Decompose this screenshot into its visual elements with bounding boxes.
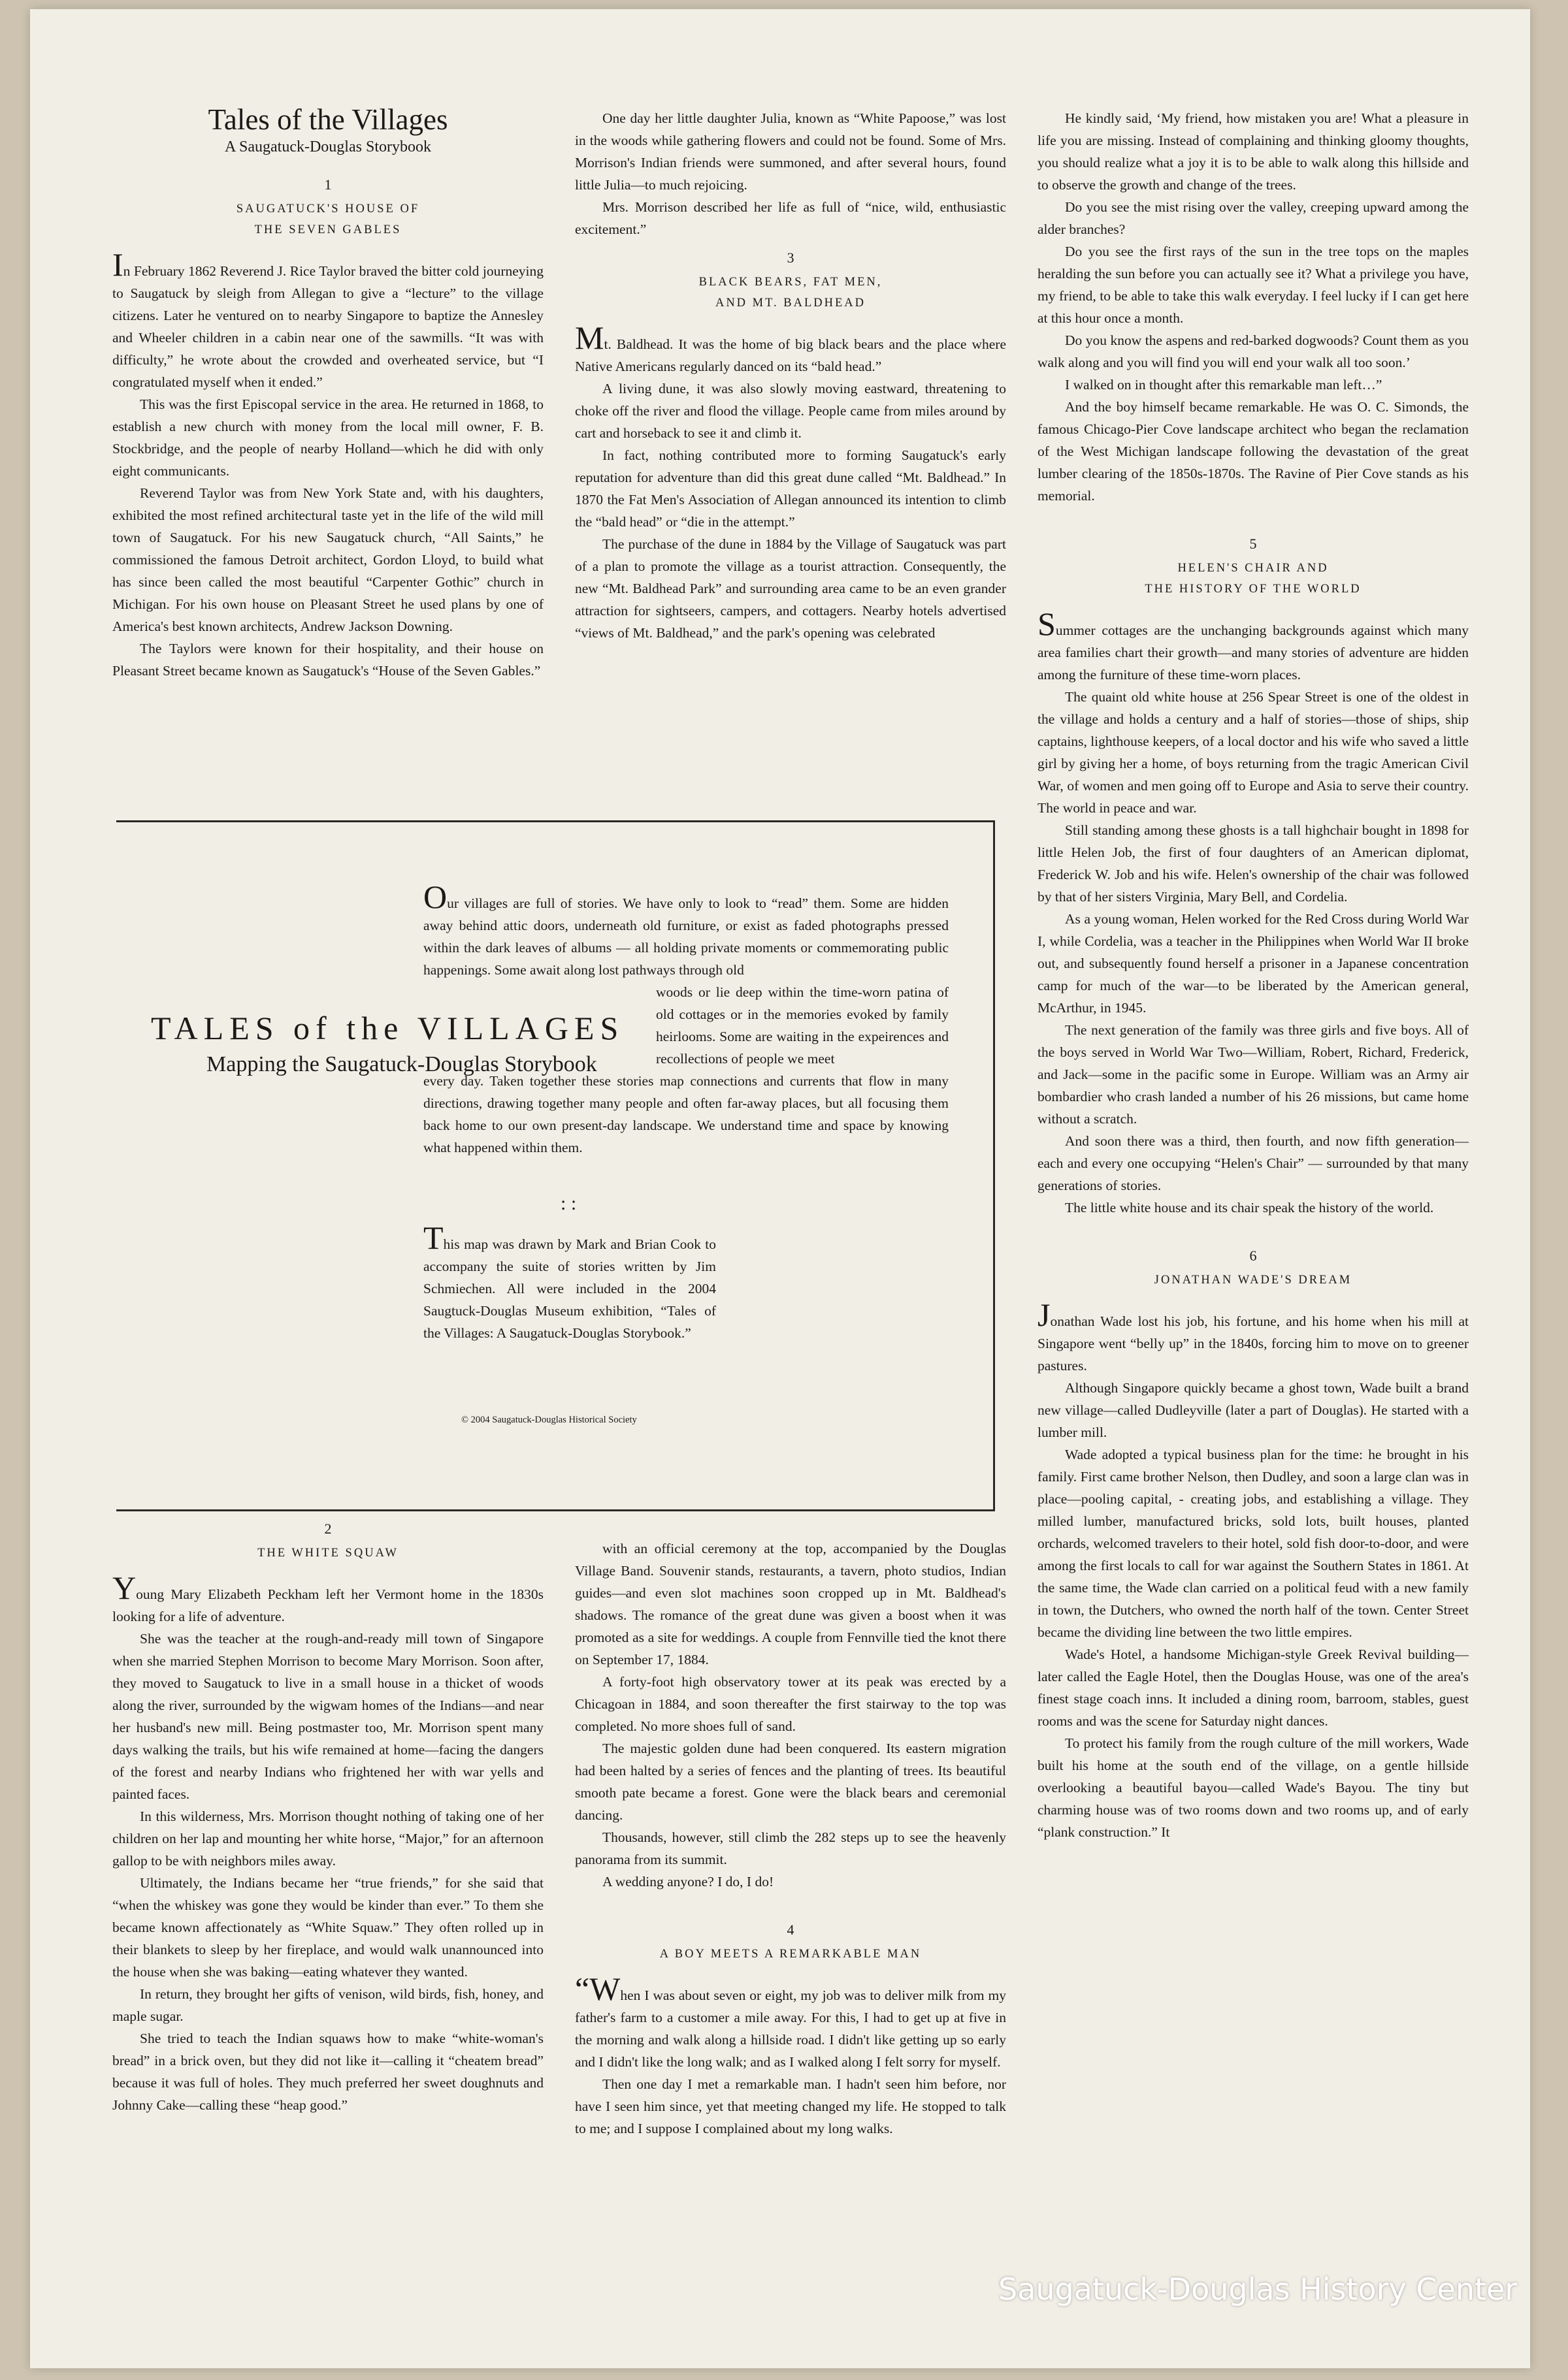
- section-6-number: 6: [1249, 1247, 1257, 1264]
- section-5-paragraph: Summer cottages are the unchanging backgrounds against which many area families chart their growth—and many stories of adventure are hidden among the furniture of these time-worn places.: [1037, 605, 1469, 683]
- drop-cap: T: [423, 1219, 444, 1256]
- section-4-number: 4: [787, 1922, 794, 1938]
- section-4-continued-paragraph: And the boy himself became remarkable. He was O. C. Simonds, the famous Chicago-Pier Cove landscape architect who began the reclamation of the West Michigan landscape following the devastation of the great lumber clearing of the 1850s-1870s. The Ravine of Pier Cove stands as his memorial.: [1037, 399, 1469, 504]
- section-3-continued-paragraph: A wedding anyone? I do, I do!: [602, 1874, 774, 1890]
- section-3-number: 3: [787, 249, 794, 266]
- section-2-paragraph: Ultimately, the Indians became her “true friends,” for she said that “when the whiskey was gone they would be kinder than ever.” To them she became known affectionately as “White Squaw.” They often rolled up in their blankets to sleep by her fireplace, and would walk unannounced into the house when she was baking—eating whatever they wanted.: [112, 1875, 544, 1980]
- section-6-paragraph: Although Singapore quickly became a ghost town, Wade built a brand new village—called Dudleyville (later a part of Douglas). He started with a lumber mill.: [1037, 1380, 1469, 1440]
- section-2-number: 2: [324, 1520, 332, 1537]
- column-right: [1037, 107, 1469, 1843]
- section-5-paragraph: Still standing among these ghosts is a tall highchair bought in 1898 for little Helen Job, the first of four daughters of an American diplomat, Frederick W. Job and his wife. Helen's ownership of the chair was followed by that of her sisters Virginia, Mary Bell, and Cordelia.: [1037, 822, 1469, 905]
- section-4-continued-paragraph: He kindly said, ‘My friend, how mistaken you are! What a pleasure in life you are missing. Instead of complaining and thinking gloomy thoughts, you should realize what a joy it is to be able to walk along this hillside and to observe the growth and change of the trees.: [1037, 110, 1469, 193]
- section-3-title: BLACK BEARS, FAT MEN, AND MT. BALDHEAD: [698, 276, 883, 310]
- section-2-continued-paragraph: Mrs. Morrison described her life as full of “nice, wild, enthusiastic excitement.”: [575, 199, 1006, 237]
- section-1-paragraph: This was the first Episcopal service in the area. He returned in 1868, to establish a new church with money from the local mill owner, F. B. Stockbridge, and the people of nearby Holland—which he did with only eight communicants.: [112, 396, 544, 479]
- section-5-paragraph: And soon there was a third, then fourth, and now fifth generation—each and every one occupying “Helen's Chair” — surrounded by that many generations of stories.: [1037, 1133, 1469, 1193]
- section-6-paragraph: Jonathan Wade lost his job, his fortune, and his home when his mill at Singapore went “belly up” in the 1840s, forcing him to move on to greener pastures.: [1037, 1296, 1469, 1374]
- history-center-watermark: Saugatuck-Douglas History Center: [998, 2272, 1518, 2307]
- section-4-continued-paragraph: Do you see the first rays of the sun in the tree tops on the maples heralding the sun before you can actually see it? What a privilege you have, my friend, to be able to take this walk everyday. I feel lucky if I can get here at this hour once a month.: [1037, 244, 1469, 326]
- section-6-paragraph: Wade's Hotel, a handsome Michigan-style Greek Revival building—later called the Eagle Hotel, then the Douglas House, was one of the area's finest stage coach inns. It included a dining room, barroom, stables, guest rooms and was the scene for Saturday night dances.: [1037, 1647, 1469, 1729]
- separator-dots: : :: [561, 1193, 577, 1214]
- section-5-paragraph: The next generation of the family was three girls and five boys. All of the boys served in World War Two—William, Robert, Richard, Frederick, and Jack—some in the pacific some in Europe. William was an Army air bombardier who crash landed a number of his 26 missions, but came home without a scratch.: [1037, 1022, 1469, 1127]
- section-2-paragraph: She was the teacher at the rough-and-ready mill town of Singapore when she married Stephen Morrison to become Mary Morrison. Soon after, they moved to Saugatuck to live in a small house in a thicket of woods along the river, surrounded by the wigwam homes of the Indians—and near her husband's new mill. Being postmaster too, Mr. Morrison spent many days walking the trails, but his wife remained at home—facing the dangers of the forest and nearby Indians who frightened her with war yells and painted faces.: [112, 1631, 544, 1802]
- section-5-paragraph: As a young woman, Helen worked for the Red Cross during World War I, while Cordelia, was a teacher in the Philippines when World War II broke out, and subsequently found herself a prisoner in a Japanese concentration camp for much of the war—to be liberated by the American general, McArthur, in 1945.: [1037, 911, 1469, 1016]
- section-4-continued-paragraph: Do you see the mist rising over the valley, creeping upward among the alder branches?: [1037, 199, 1469, 237]
- map-credit: This map was drawn by Mark and Brian Cook to accompany the suite of stories written by Jim Schmiechen. All were included in the 2004 Saugtuck-Douglas Museum exhibition, “Tales of the Villages: A Saugatuck-Douglas Storybook.”: [423, 1219, 716, 1341]
- section-3-paragraph: A living dune, it was also slowly moving eastward, threatening to choke off the river and flood the village. People came from miles around by cart and horseback to see it and climb it.: [575, 381, 1006, 441]
- drop-cap: J: [1037, 1296, 1051, 1333]
- section-6-paragraph: Wade adopted a typical business plan for the time: he brought in his family. First came brother Nelson, then Dudley, and soon a large clan was in place—pooling capital, - creating jobs, and establishing a village. They milled lumber, manufactured bricks, sold lots, built houses, planted orchards, welcomed travelers to their hotel, sold fish door-to-door, and were among the first locals to call for war against the Southern States in 1861. At the same time, the Wade clan carried on a political feud with a new family in town, the Dutchers, who owned the north half of the town. Center Street became the dividing line between the two little empires.: [1037, 1447, 1469, 1640]
- intro-narrow: woods or lie deep within the time-worn patina of old cottages or in the memories evoked by family heirlooms. Some are waiting in the expeirences and recollections of people we meet: [656, 984, 949, 1067]
- section-1-number: 1: [324, 176, 332, 193]
- section-2-continued-paragraph: One day her little daughter Julia, known as “White Papoose,” was lost in the woods while gathering flowers and could not be found. Some of Mrs. Morrison's Indian friends were summoned, and after several hours, found little Julia—to much rejoicing.: [575, 110, 1006, 193]
- section-3-paragraph: In fact, nothing contributed more to forming Saugatuck's early reputation for adventure than did this great dune called “Mt. Baldhead.” In 1870 the Fat Men's Association of Allegan announced its intention to climb the “bald head” or “die in the attempt.”: [575, 447, 1006, 530]
- drop-cap: M: [575, 319, 604, 356]
- section-6-paragraph: To protect his family from the rough culture of the mill workers, Wade built his home at the south end of the village, on a gentle hillside overlooking a beautiful bayou—called Wade's Bayou. The tiny but charming house was of two rooms down and two rooms up, and of early “plank construction.” It: [1037, 1735, 1469, 1840]
- drop-cap: I: [112, 246, 123, 283]
- poster-title: Tales of the Villages: [208, 103, 448, 136]
- section-5-number: 5: [1249, 536, 1257, 552]
- section-1-title: SAUGATUCK'S HOUSE OF THE SEVEN GABLES: [236, 202, 420, 236]
- intro-subtitle: Mapping the Saugatuck-Douglas Storybook: [206, 1052, 597, 1076]
- poster-sheet: [30, 9, 1530, 2368]
- section-2-paragraph: In return, they brought her gifts of venison, wild birds, fish, honey, and maple sugar.: [112, 1986, 544, 2024]
- section-1-paragraph: The Taylors were known for their hospitality, and their house on Pleasant Street became known as Saugatuck's “House of the Seven Gables.”: [112, 641, 544, 679]
- drop-cap: O: [423, 878, 448, 915]
- column-left-top: [112, 98, 544, 682]
- section-5-paragraph: The little white house and its chair speak the history of the world.: [1065, 1200, 1434, 1215]
- section-3-continued-paragraph: The majestic golden dune had been conquered. Its eastern migration had been halted by a series of fences and the planting of trees. Its beautiful smooth pate became a forest. Gone were the black bears and ceremonial dancing.: [575, 1741, 1006, 1823]
- copyright-notice: © 2004 Saugatuck-Douglas Historical Society: [461, 1415, 637, 1425]
- section-1-paragraph: Reverend Taylor was from New York State and, with his daughters, exhibited the most refined architectural taste yet in the life of the wild mill town of Saugatuck. For his new Saugatuck church, “All Saints,” he commissioned the famous Detroit architect, Gordon Lloyd, to build what has since been called the most beautiful “Carpenter Gothic” church in Michigan. For his own house on Pleasant Street he used plans by one of America's best known architects, Andrew Jackson Downing.: [112, 485, 544, 634]
- intro-text: [423, 878, 949, 1159]
- section-4-paragraph: Then one day I met a remarkable man. I hadn't seen him before, nor have I seen him since, yet that meeting changed my life. He stopped to talk to me; and I suppose I complained about my long walks.: [575, 2076, 1006, 2136]
- section-5-paragraph: The quaint old white house at 256 Spear Street is one of the oldest in the village and holds a century and a half of stories—those of ships, ship captains, lighthouse keepers, of a local doctor and his wife who saved a little girl by giving her a home, of boys returning from the tragic American Civil War, of women and men going off to Europe and Asia to serve their country. The world in peace and war.: [1037, 689, 1469, 816]
- section-3-continued-paragraph: A forty-foot high observatory tower at its peak was erected by a Chicagoan in 1884, and soon thereafter the first stairway to the top was completed. No more shoes full of sand.: [575, 1674, 1006, 1734]
- section-6-title: JONATHAN WADE'S DREAM: [1154, 1274, 1352, 1287]
- column-middle-bottom: [575, 1537, 1006, 2140]
- section-1-paragraph: In February 1862 Reverend J. Rice Taylor braved the bitter cold journeying to Saugatuck by sleigh from Allegan to give a “lecture” to the village citizens. Later he ventured on to nearby Singapore to baptize the Annesley and Wheeler children in a cabin near one of the sawmills. “It was with difficulty,” he wrote about the crowded and overheated service, but “I congratulated myself when it ended.”: [112, 246, 544, 390]
- poster-subtitle: A Saugatuck-Douglas Storybook: [225, 138, 431, 155]
- section-3-continued-paragraph: with an official ceremony at the top, accompanied by the Douglas Village Band. Souvenir stands, restaurants, a tavern, photo studios, Indian guides—and even slot machines soon cropped up in Mt. Baldhead's shadows. The romance of the great dune was given a boost when it was promoted as a site for weddings. A couple from Fennville tied the knot there on September 17, 1884.: [575, 1541, 1006, 1667]
- section-5-title: HELEN'S CHAIR AND THE HISTORY OF THE WORLD: [1145, 562, 1362, 596]
- section-4-continued-paragraph: Do you know the aspens and red-barked dogwoods? Count them as you walk along and you will find you will end your walk all too soon.’: [1037, 332, 1469, 370]
- section-3-continued-paragraph: Thousands, however, still climb the 282 steps up to see the heavenly panorama from its summit.: [575, 1829, 1006, 1867]
- section-4-title: A BOY MEETS A REMARKABLE MAN: [659, 1948, 922, 1961]
- drop-cap: “W: [575, 1970, 621, 2007]
- drop-cap: S: [1037, 605, 1056, 642]
- column-middle-top: [575, 107, 1006, 644]
- section-4-paragraph: “When I was about seven or eight, my job was to deliver milk from my father's farm to a customer a mile away. For this, I had to get up at five in the morning and walk along a hillside road. I didn't like getting up so early and I didn't like the long walk; and as I walked along I felt sorry for myself.: [575, 1970, 1006, 2070]
- section-2-paragraph: She tried to teach the Indian squaws how to make “white-woman's bread” in a brick oven, but they did not like it—calling it “cheatem bread” because it was full of holes. They much preferred her sweet doughnuts and Johnny Cake—calling these “heap good.”: [112, 2031, 544, 2113]
- section-2-title: THE WHITE SQUAW: [257, 1547, 399, 1560]
- section-4-continued-paragraph: I walked on in thought after this remarkable man left…”: [1065, 377, 1382, 393]
- section-3-paragraph: Mt. Baldhead. It was the home of big black bears and the place where Native Americans regularly danced on its “bald head.”: [575, 319, 1006, 374]
- intro-rest: every day. Taken together these stories map connections and currents that flow in many directions, drawing together many people and often far-away places, but all focusing them back home to our own present-day landscape. We understand time and space by knowing what happened within them.: [423, 1073, 949, 1155]
- column-left-bottom: [112, 1518, 544, 2116]
- drop-cap: Y: [112, 1569, 137, 1606]
- section-3-paragraph: The purchase of the dune in 1884 by the Village of Saugatuck was part of a plan to promote the village as a tourist attraction. Consequently, the new “Mt. Baldhead Park” and surrounding area came to be an even grander attraction for sightseers, campers, and cottagers. Nearby hotels advertised “views of Mt. Baldhead,” and the park's opening was celebrated: [575, 536, 1006, 641]
- section-2-paragraph: Young Mary Elizabeth Peckham left her Vermont home in the 1830s looking for a life of adventure.: [112, 1569, 544, 1624]
- intro-lead: Our villages are full of stories. We have only to look to “read” them. Some are hidden away behind attic doors, underneath old furniture, or exist as faded photographs pressed within the dark leaves of albums — all holding private moments or commemorating public happenings. Some await along lost pathways through old: [423, 878, 949, 978]
- intro-title: TALES of the VILLAGES: [151, 1010, 625, 1046]
- section-2-paragraph: In this wilderness, Mrs. Morrison thought nothing of taking one of her children on her lap and mounting her white horse, “Major,” for an afternoon gallop to be with neighbors miles away.: [112, 1809, 544, 1869]
